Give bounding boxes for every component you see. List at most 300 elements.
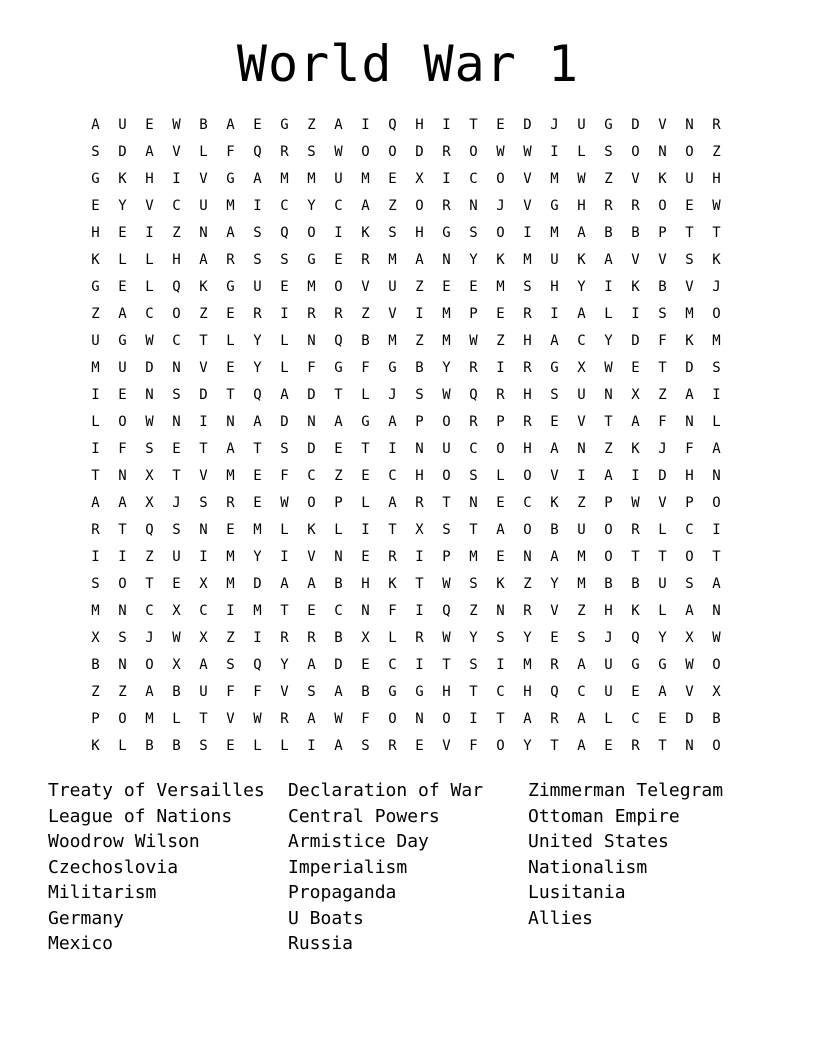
word-list-item: Armistice Day xyxy=(288,831,429,852)
grid-letter: O xyxy=(604,521,613,538)
grid-letter: E xyxy=(631,683,640,700)
grid-letter: E xyxy=(118,224,127,241)
grid-letter: L xyxy=(361,386,370,403)
grid-letter: A xyxy=(658,683,667,700)
grid-letter: S xyxy=(199,737,208,754)
grid-letter: S xyxy=(172,521,181,538)
grid-letter: S xyxy=(415,386,424,403)
grid-letter: C xyxy=(334,602,343,619)
grid-letter: E xyxy=(361,548,370,565)
grid-letter: O xyxy=(658,197,667,214)
grid-letter: O xyxy=(145,656,154,673)
grid-letter: N xyxy=(334,548,343,565)
grid-letter: N xyxy=(118,467,127,484)
grid-letter: U xyxy=(199,197,208,214)
grid-letter: A xyxy=(253,170,262,187)
grid-letter: D xyxy=(118,143,127,160)
grid-letter: T xyxy=(442,656,451,673)
grid-letter: U xyxy=(577,116,586,133)
grid-letter: C xyxy=(388,656,397,673)
grid-letter: A xyxy=(604,251,613,268)
grid-letter: T xyxy=(361,440,370,457)
grid-letter: E xyxy=(172,440,181,457)
grid-letter: D xyxy=(631,116,640,133)
grid-letter: A xyxy=(550,332,559,349)
grid-letter: M xyxy=(496,278,505,295)
grid-letter: Y xyxy=(469,629,478,646)
grid-letter: R xyxy=(523,602,532,619)
grid-letter: M xyxy=(307,278,316,295)
grid-letter: D xyxy=(145,359,154,376)
grid-letter: O xyxy=(442,467,451,484)
grid-letter: B xyxy=(172,683,181,700)
word-list-item: Woodrow Wilson xyxy=(48,831,200,852)
grid-letter: H xyxy=(685,467,694,484)
grid-letter: Z xyxy=(496,332,505,349)
grid-letter: Q xyxy=(145,521,154,538)
grid-letter: O xyxy=(712,656,721,673)
grid-letter: I xyxy=(118,548,127,565)
grid-letter: N xyxy=(199,224,208,241)
grid-letter: B xyxy=(631,224,640,241)
grid-letter: B xyxy=(415,359,424,376)
grid-letter: F xyxy=(253,683,262,700)
grid-letter: S xyxy=(145,440,154,457)
grid-letter: T xyxy=(658,359,667,376)
grid-letter: K xyxy=(496,575,505,592)
grid-letter: X xyxy=(685,629,694,646)
grid-letter: T xyxy=(685,224,694,241)
grid-letter: Z xyxy=(361,305,370,322)
grid-letter: M xyxy=(226,467,235,484)
word-list-item: Nationalism xyxy=(528,856,648,878)
grid-letter: I xyxy=(442,116,451,133)
grid-letter: Y xyxy=(604,332,613,349)
word-list xyxy=(48,778,768,957)
grid-letter: B xyxy=(199,116,208,133)
grid-letter: Z xyxy=(226,629,235,646)
grid-letter: E xyxy=(361,656,370,673)
grid-letter: H xyxy=(415,467,424,484)
grid-letter: C xyxy=(523,494,532,511)
word-list-item: United States xyxy=(528,831,669,852)
grid-letter: D xyxy=(334,656,343,673)
grid-letter: L xyxy=(145,278,154,295)
grid-letter: D xyxy=(685,359,694,376)
grid-letter: H xyxy=(523,683,532,700)
word-list-item: Russia xyxy=(288,933,354,954)
grid-letter: E xyxy=(631,359,640,376)
grid-letter: L xyxy=(91,413,100,430)
grid-letter: J xyxy=(172,494,181,511)
grid-letter: E xyxy=(550,413,559,430)
grid-letter: T xyxy=(145,575,154,592)
grid-letter: A xyxy=(334,413,343,430)
grid-letter: I xyxy=(631,467,640,484)
grid-letter: K xyxy=(199,278,208,295)
grid-letter: E xyxy=(415,737,424,754)
grid-letter: Q xyxy=(631,629,640,646)
grid-letter: L xyxy=(199,143,208,160)
grid-letter: S xyxy=(307,683,316,700)
grid-letter: U xyxy=(577,521,586,538)
grid-letter: I xyxy=(631,305,640,322)
grid-letter: O xyxy=(118,710,127,727)
grid-letter: R xyxy=(523,305,532,322)
grid-letter: R xyxy=(253,305,262,322)
grid-letter: X xyxy=(199,575,208,592)
grid-letter: N xyxy=(469,197,478,214)
grid-letter: T xyxy=(442,494,451,511)
grid-letter: C xyxy=(199,602,208,619)
grid-letter: A xyxy=(604,467,613,484)
grid-letter: C xyxy=(280,197,289,214)
grid-letter: Y xyxy=(280,656,289,673)
grid-letter: G xyxy=(442,224,451,241)
grid-letter: J xyxy=(658,440,667,457)
grid-letter: Y xyxy=(523,737,532,754)
grid-letter: T xyxy=(712,224,721,241)
grid-letter: Z xyxy=(334,467,343,484)
grid-letter: N xyxy=(226,413,235,430)
grid-letter: B xyxy=(334,629,343,646)
grid-letter: A xyxy=(712,440,721,457)
grid-letter: N xyxy=(685,413,694,430)
grid-letter: H xyxy=(172,251,181,268)
grid-letter: A xyxy=(145,143,154,160)
grid-letter: M xyxy=(577,548,586,565)
grid-letter: Z xyxy=(604,440,613,457)
grid-letter: A xyxy=(307,656,316,673)
grid-letter: U xyxy=(118,116,127,133)
grid-letter: D xyxy=(685,710,694,727)
grid-letter: L xyxy=(226,332,235,349)
grid-letter: W xyxy=(442,575,451,592)
grid-letter: X xyxy=(145,494,154,511)
grid-letter: R xyxy=(280,143,289,160)
grid-letter: F xyxy=(226,683,235,700)
grid-letter: L xyxy=(118,737,127,754)
grid-letter: N xyxy=(118,602,127,619)
grid-letter: C xyxy=(388,467,397,484)
grid-letter: O xyxy=(307,494,316,511)
grid-letter: A xyxy=(496,521,505,538)
grid-letter: Z xyxy=(145,548,154,565)
grid-letter: O xyxy=(712,494,721,511)
grid-letter: P xyxy=(658,224,667,241)
grid-letter: S xyxy=(91,143,100,160)
grid-letter: Z xyxy=(604,170,613,187)
grid-letter: Y xyxy=(442,359,451,376)
grid-letter: T xyxy=(415,575,424,592)
word-list-item: Declaration of War xyxy=(288,780,484,801)
grid-letter: C xyxy=(631,710,640,727)
grid-letter: A xyxy=(91,116,100,133)
grid-letter: A xyxy=(280,386,289,403)
grid-letter: R xyxy=(280,710,289,727)
grid-letter: K xyxy=(361,224,370,241)
grid-letter: U xyxy=(685,170,694,187)
grid-letter: S xyxy=(253,224,262,241)
grid-letter: E xyxy=(226,359,235,376)
grid-letter: L xyxy=(388,629,397,646)
grid-letter: V xyxy=(361,278,370,295)
grid-letter: R xyxy=(496,386,505,403)
grid-letter: W xyxy=(442,386,451,403)
grid-letter: U xyxy=(199,683,208,700)
grid-letter: L xyxy=(658,521,667,538)
grid-letter: A xyxy=(577,224,586,241)
grid-letter: R xyxy=(712,116,721,133)
grid-letter: B xyxy=(172,737,181,754)
grid-letter: I xyxy=(415,305,424,322)
grid-letter: C xyxy=(577,332,586,349)
grid-letter: A xyxy=(118,494,127,511)
grid-letter: E xyxy=(253,116,262,133)
grid-letter: W xyxy=(334,710,343,727)
grid-letter: L xyxy=(658,602,667,619)
grid-letter: C xyxy=(145,305,154,322)
grid-letter: D xyxy=(199,386,208,403)
grid-letter: R xyxy=(307,629,316,646)
grid-letter: V xyxy=(577,413,586,430)
grid-letter: R xyxy=(361,251,370,268)
grid-letter: R xyxy=(91,521,100,538)
grid-letter: E xyxy=(280,278,289,295)
grid-letter: E xyxy=(172,575,181,592)
grid-letter: E xyxy=(469,278,478,295)
grid-letter: F xyxy=(280,467,289,484)
grid-letter: U xyxy=(172,548,181,565)
grid-letter: R xyxy=(307,305,316,322)
grid-letter: G xyxy=(550,359,559,376)
grid-letter: F xyxy=(307,359,316,376)
grid-letter: C xyxy=(577,683,586,700)
grid-letter: T xyxy=(469,116,478,133)
grid-letter: W xyxy=(712,197,721,214)
grid-letter: R xyxy=(442,143,451,160)
grid-letter: R xyxy=(469,413,478,430)
grid-letter: R xyxy=(631,737,640,754)
grid-letter: G xyxy=(415,683,424,700)
grid-letter: Y xyxy=(469,251,478,268)
grid-letter: Y xyxy=(253,332,262,349)
grid-letter: N xyxy=(442,251,451,268)
grid-letter: X xyxy=(199,629,208,646)
grid-letter: J xyxy=(712,278,721,295)
grid-letter: U xyxy=(658,575,667,592)
grid-letter: Z xyxy=(658,386,667,403)
grid-letter: F xyxy=(361,359,370,376)
grid-letter: R xyxy=(442,197,451,214)
letter-grid xyxy=(82,111,730,759)
grid-letter: O xyxy=(334,278,343,295)
grid-letter: S xyxy=(496,629,505,646)
grid-letter: A xyxy=(685,386,694,403)
grid-letter: C xyxy=(145,602,154,619)
grid-letter: R xyxy=(388,737,397,754)
grid-letter: M xyxy=(523,656,532,673)
grid-letter: Z xyxy=(307,116,316,133)
grid-letter: V xyxy=(550,602,559,619)
grid-letter: L xyxy=(604,305,613,322)
grid-letter: Z xyxy=(523,575,532,592)
grid-letter: T xyxy=(280,602,289,619)
grid-letter: Z xyxy=(469,602,478,619)
grid-letter: L xyxy=(361,494,370,511)
grid-letter: T xyxy=(388,521,397,538)
grid-letter: N xyxy=(172,413,181,430)
grid-letter: Z xyxy=(91,305,100,322)
grid-letter: A xyxy=(550,548,559,565)
grid-letter: Z xyxy=(577,602,586,619)
grid-letter: H xyxy=(577,197,586,214)
grid-letter: N xyxy=(361,602,370,619)
grid-letter: L xyxy=(334,521,343,538)
grid-letter: T xyxy=(658,737,667,754)
grid-letter: L xyxy=(280,359,289,376)
grid-letter: I xyxy=(91,548,100,565)
grid-letter: K xyxy=(631,602,640,619)
grid-letter: A xyxy=(685,602,694,619)
grid-letter: K xyxy=(118,170,127,187)
grid-letter: I xyxy=(253,197,262,214)
grid-letter: N xyxy=(712,602,721,619)
grid-letter: K xyxy=(631,440,640,457)
grid-letter: I xyxy=(577,467,586,484)
grid-letter: B xyxy=(334,575,343,592)
grid-letter: H xyxy=(550,278,559,295)
grid-letter: U xyxy=(118,359,127,376)
grid-letter: I xyxy=(280,548,289,565)
grid-letter: W xyxy=(712,629,721,646)
grid-letter: M xyxy=(388,251,397,268)
grid-letter: W xyxy=(280,494,289,511)
grid-letter: E xyxy=(334,440,343,457)
grid-letter: P xyxy=(604,494,613,511)
grid-letter: N xyxy=(145,386,154,403)
grid-letter: E xyxy=(253,494,262,511)
grid-letter: S xyxy=(523,278,532,295)
grid-letter: I xyxy=(334,224,343,241)
grid-letter: V xyxy=(631,251,640,268)
word-list-item: Militarism xyxy=(48,882,157,903)
grid-letter: U xyxy=(388,278,397,295)
grid-letter: E xyxy=(658,710,667,727)
grid-letter: C xyxy=(334,197,343,214)
grid-letter: V xyxy=(172,143,181,160)
grid-letter: Q xyxy=(253,656,262,673)
grid-letter: B xyxy=(604,575,613,592)
grid-letter: Z xyxy=(415,332,424,349)
grid-letter: W xyxy=(577,170,586,187)
grid-letter: V xyxy=(199,170,208,187)
grid-letter: A xyxy=(118,305,127,322)
grid-letter: H xyxy=(361,575,370,592)
grid-letter: G xyxy=(604,116,613,133)
grid-letter: A xyxy=(307,710,316,727)
grid-letter: G xyxy=(334,359,343,376)
grid-letter: O xyxy=(523,467,532,484)
grid-letter: E xyxy=(334,251,343,268)
grid-letter: D xyxy=(280,413,289,430)
grid-letter: E xyxy=(388,170,397,187)
grid-letter: X xyxy=(172,656,181,673)
word-list-item: Central Powers xyxy=(288,805,440,827)
grid-letter: O xyxy=(388,710,397,727)
grid-letter: I xyxy=(199,413,208,430)
grid-letter: I xyxy=(226,602,235,619)
grid-letter: A xyxy=(307,575,316,592)
grid-letter: A xyxy=(91,494,100,511)
grid-letter: N xyxy=(415,710,424,727)
grid-letter: X xyxy=(712,683,721,700)
grid-letter: V xyxy=(658,251,667,268)
grid-letter: N xyxy=(712,467,721,484)
word-list-item: Mexico xyxy=(48,933,114,954)
grid-letter: K xyxy=(712,251,721,268)
grid-letter: K xyxy=(631,278,640,295)
grid-letter: N xyxy=(118,656,127,673)
grid-letter: N xyxy=(172,359,181,376)
grid-letter: K xyxy=(577,251,586,268)
grid-letter: J xyxy=(496,197,505,214)
grid-letter: N xyxy=(307,413,316,430)
grid-letter: G xyxy=(388,359,397,376)
grid-letter: Y xyxy=(658,629,667,646)
grid-letter: O xyxy=(469,143,478,160)
grid-letter: F xyxy=(226,143,235,160)
grid-letter: D xyxy=(523,116,532,133)
grid-letter: Z xyxy=(172,224,181,241)
grid-letter: A xyxy=(226,224,235,241)
grid-letter: E xyxy=(442,278,451,295)
grid-letter: N xyxy=(469,494,478,511)
grid-letter: N xyxy=(523,548,532,565)
grid-letter: Q xyxy=(388,116,397,133)
grid-letter: A xyxy=(280,575,289,592)
grid-letter: O xyxy=(415,197,424,214)
grid-letter: R xyxy=(280,629,289,646)
grid-letter: R xyxy=(550,656,559,673)
grid-letter: B xyxy=(91,656,100,673)
grid-letter: E xyxy=(118,278,127,295)
grid-letter: V xyxy=(199,467,208,484)
grid-letter: L xyxy=(172,710,181,727)
grid-letter: V xyxy=(226,710,235,727)
grid-letter: T xyxy=(631,548,640,565)
grid-letter: S xyxy=(658,305,667,322)
grid-letter: P xyxy=(685,494,694,511)
grid-letter: C xyxy=(172,197,181,214)
grid-letter: O xyxy=(442,710,451,727)
grid-letter: A xyxy=(334,737,343,754)
grid-letter: I xyxy=(361,116,370,133)
word-list-item: U Boats xyxy=(288,907,364,929)
grid-letter: G xyxy=(280,116,289,133)
grid-letter: Q xyxy=(253,386,262,403)
grid-letter: Q xyxy=(172,278,181,295)
word-list-item: Germany xyxy=(48,907,124,929)
grid-letter: X xyxy=(577,359,586,376)
grid-letter: S xyxy=(469,656,478,673)
grid-letter: S xyxy=(91,575,100,592)
grid-letter: T xyxy=(91,467,100,484)
grid-letter: K xyxy=(91,737,100,754)
grid-letter: O xyxy=(685,548,694,565)
grid-letter: X xyxy=(631,386,640,403)
grid-letter: A xyxy=(415,251,424,268)
